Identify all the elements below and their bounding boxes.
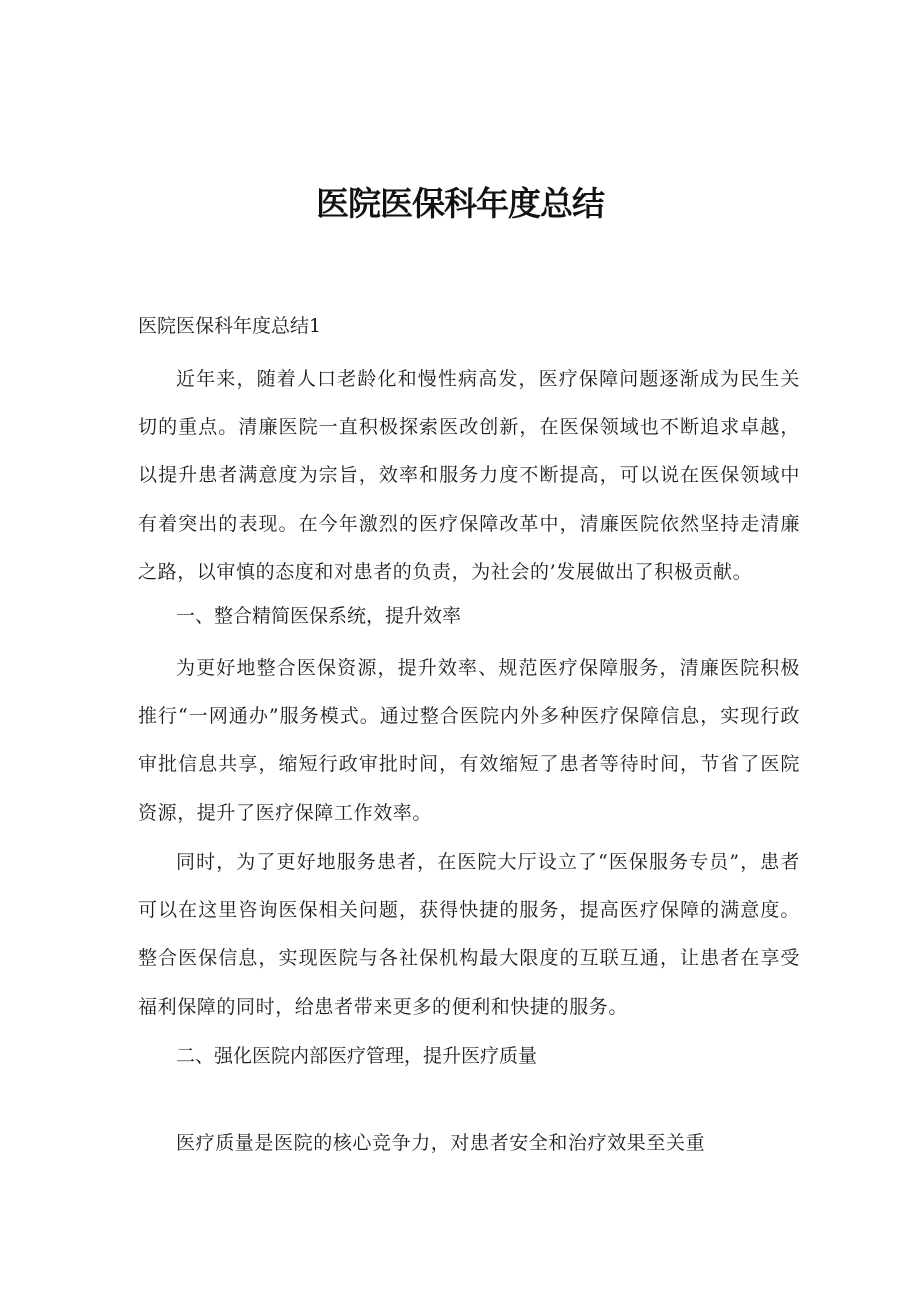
section-subtitle: 医院医保科年度总结1 — [138, 315, 322, 337]
intro-paragraph: 近年来，随着人口老龄化和慢性病高发，医疗保障问题逐渐成为民生关切的重点。清廉医院一直积极探索医改创新，在医保领域也不断追求卓越，以提升患者满意度为宗旨，效率和服务力度不断提高，可以说在医保领域中有着突出的表现。在今年激烈的医疗保障改革中，清廉医院依然坚持走清廉之路，以审慎的态度和对患者的负责，为社会的’发展做出了积极贡献。 — [138, 368, 800, 583]
paragraph-service-specialist: 同时，为了更好地服务患者，在医院大厅设立了“医保服务专员”，患者可以在这里咨询医保相关问题，获得快捷的服务，提高医疗保障的满意度。整合医保信息，实现医院与各社保机构最大限度的互联互通，让患者在享受福利保障的同时，给患者带来更多的便利和快捷的服务。 — [138, 851, 800, 1018]
paragraph-medical-quality: 医疗质量是医院的核心竞争力，对患者安全和治疗效果至关重 — [176, 1132, 706, 1154]
section-heading-1: 一、整合精简医保系统，提升效率 — [176, 605, 462, 627]
document-title: 医院医保科年度总结 — [316, 184, 604, 224]
section-heading-2: 二、强化医院内部医疗管理，提升医疗质量 — [176, 1045, 538, 1067]
paragraph-one-network: 为更好地整合医保资源，提升效率、规范医疗保障服务，清廉医院积极推行“一网通办”服务模式。通过整合医院内外多种医疗保障信息，实现行政审批信息共享，缩短行政审批时间，有效缩短了患者等待时间，节省了医院资源，提升了医疗保障工作效率。 — [138, 657, 800, 824]
